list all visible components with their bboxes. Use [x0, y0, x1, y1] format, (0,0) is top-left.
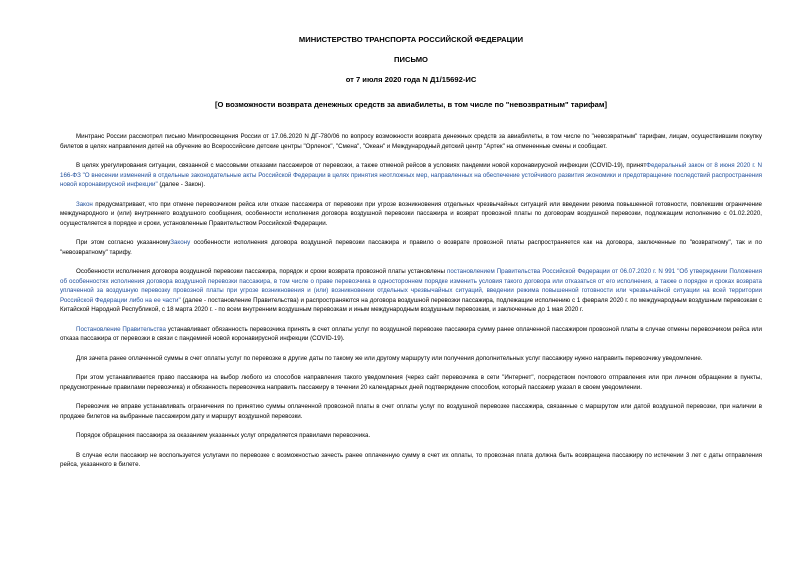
document-type: ПИСЬМО — [394, 55, 428, 64]
paragraph-11 — [60, 451, 762, 470]
paragraph-1 — [60, 132, 762, 151]
paragraph-6 — [60, 325, 762, 344]
paragraph-3 — [60, 200, 762, 229]
resolution-link[interactable]: Постановление Правительства — [76, 325, 166, 333]
paragraph-4-tail: особенности исполнения договора воздушной перевозки пассажира и правило о возврате провозной платы распространяется как на договора, заключенные по "возвратному", так и по "невозвратному" тарифу. — [60, 239, 762, 256]
document-date-number: от 7 июля 2020 года N Д1/15692-ИС — [345, 75, 477, 84]
paragraph-2 — [60, 161, 762, 190]
paragraph-4 — [60, 238, 762, 257]
paragraph-11-text: В случае если пассажир не воспользуется услугами по перевозке с возможностью зачесть ранее оплаченную сумму в счет их оплаты, то провозная плата должна быть возвращена пассажиру по истечении 3 лет с даты отправления рейса, указанного в билете. — [60, 451, 762, 468]
paragraph-1-text: Минтранс России рассмотрел письмо Минпросвещения России от 17.06.2020 N ДГ-780/06 по вопросу возможности возврата денежных средств за авиабилеты, в том числе по "невозвратным" тарифам, лицам, осуществившим покупку билетов в целях направления детей на обучение во Всероссийские детские центры "Орленок", "Смена", "Океан" и Международный детский центр "Артек" на отмененные смены и сообщает. — [60, 133, 762, 150]
paragraph-2-tail: (далее - Закон). — [157, 181, 206, 188]
paragraph-9-text: Перевозчик не вправе устанавливать ограничения по принятию суммы оплаченной провозной платы в счет оплаты услуг по воздушной перевозке пассажира, связанные с маршрутом или датой воздушной перевозки, при наличии в продаже билетов на выбранные пассажиром дату и маршрут воздушной перевозки. — [60, 403, 762, 420]
law-link[interactable]: Закон — [76, 200, 93, 208]
paragraph-8-text: При этом устанавливается право пассажира на выбор любого из способов направления такого уведомления (через сайт перевозчика в сети "Интернет", посредством почтового отправления или при личном обращении в пункты, предусмотренные правилами перевозчика) и обязанность перевозчика направить пассажиру в течении 20 календарных дней подтверждение способом, который пассажир указал в своем уведомлении. — [60, 374, 762, 391]
paragraph-10 — [60, 431, 762, 441]
paragraph-7 — [60, 354, 762, 364]
federal-law-link[interactable]: Федеральный закон от 8 июня 2020 г. N 166-ФЗ "О внесении изменений в отдельные законодательные акты Российской Федерации в целях принятия неотложных мер, направленных на обеспечение устойчивого развития экономики и предотвращение последствий распространения новой коронавирусной инфекции" — [60, 162, 762, 188]
paragraph-5-tail: (далее - постановление Правительства) и распространяются на договора воздушной перевозки пассажира, подлежащие исполнению с 1 февраля 2020 г. по международным воздушным перевозкам с Китайской Народной Республикой, с 18 марта 2020 г. - по всем внутренним воздушным перевозкам и иным международным воздушным перевозкам, и заключенные до 1 мая 2020 г. — [60, 296, 762, 313]
paragraph-3-text: предусматривает, что при отмене перевозчиком рейса или отказе пассажира от перевозки при угрозе возникновения отдельных чрезвычайных ситуаций или введении режима повышенной готовности, повлекшим ограничение международного и (или) внутреннего воздушного сообщения, особенности исполнения договора воздушной перевозки пассажира и возврат провозной платы по договорам воздушной перевозки, подлежащим исполнению с 01.02.2020, осуществляется в порядке и сроки, установленные Правительством Российской Федерации. — [60, 200, 762, 227]
paragraph-6-text: устанавливает обязанность перевозчика принять в счет оплаты услуг по воздушной перевозке пассажира сумму ранее оплаченной пассажиром провозной платы в случае отмены перевозчиком рейса или отказа пассажира от перевозки в связи с пандемией новой коронавирусной инфекции (COVID-19). — [60, 325, 762, 342]
law-link-2[interactable]: Закону — [170, 239, 191, 246]
paragraph-5 — [60, 267, 762, 315]
government-resolution-link[interactable]: постановлением Правительства Российской Федерации от 06.07.2020 г. N 991 "Об утверждении Положения об особенностях исполнения договора воздушной перевозки пассажира, в том числе о праве перевозчика в одностороннем порядке изменить условия такого договора или отказаться от его исполнения, а также о порядке и сроках возврата уплаченной за воздушную перевозку провозной платы при угрозе возникновения и (или) возникновении отдельных чрезвычайных ситуаций, введении режима повышенной готовности или чрезвычайной ситуации на всей территории Российской Федерации либо на ее части" — [60, 268, 762, 304]
paragraph-10-text: Порядок обращения пассажира за оказанием указанных услуг определяется правилами перевозчика. — [76, 432, 371, 439]
document-subject: [О возможности возврата денежных средств за авиабилеты, в том числе по "невозвратным" тарифам] — [214, 100, 608, 109]
paragraph-9 — [60, 402, 762, 421]
paragraph-4-text: При этом согласно указанному — [76, 239, 171, 246]
ministry-heading: МИНИСТЕРСТВО ТРАНСПОРТА РОССИЙСКОЙ ФЕДЕРАЦИИ — [298, 35, 524, 44]
paragraph-5-text: Особенности исполнения договора воздушной перевозки пассажира, порядок и сроки возврата провозной платы установлены — [76, 268, 447, 275]
paragraph-2-text: В целях урегулирования ситуации, связанной с массовыми отказами пассажиров от перевозки, а также отменой рейсов в условиях пандемии новой коронавирусной инфекции (COVID-19), принят — [76, 162, 647, 169]
paragraph-8 — [60, 373, 762, 392]
paragraph-7-text: Для зачета ранее оплаченной суммы в счет оплаты услуг по перевозке в другие даты по такому же или другому маршруту или получения дополнительных услуг пассажиру нужно направить перевозчику уведомление. — [76, 354, 703, 362]
